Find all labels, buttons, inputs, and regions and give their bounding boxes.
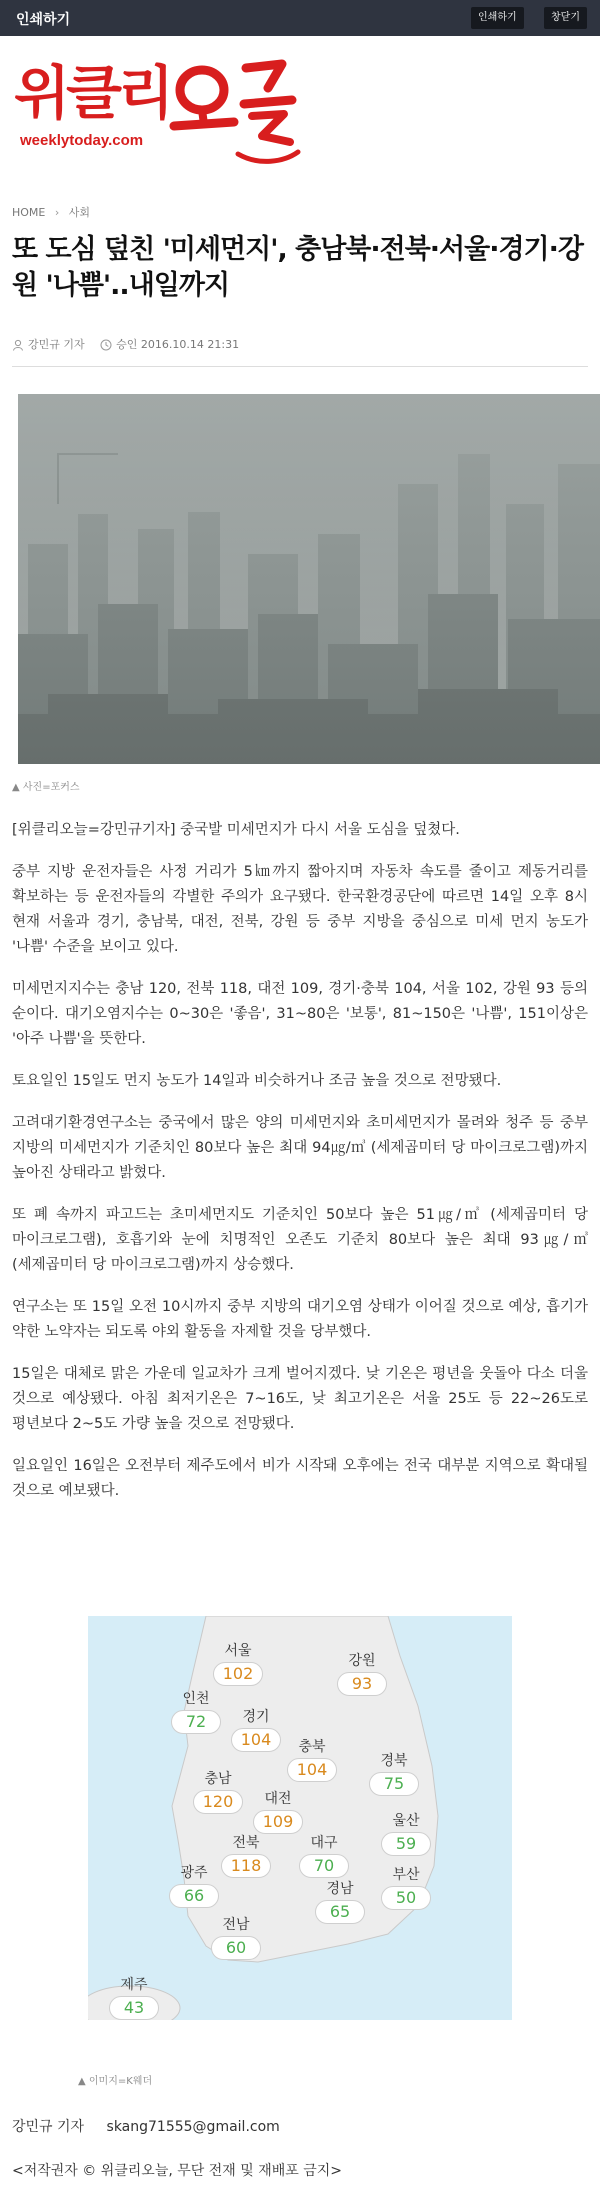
print-button[interactable]: 인쇄하기 [471, 7, 524, 29]
author-name: 강민규 기자 [28, 338, 85, 351]
station-name: 제주 [120, 1977, 148, 1993]
clock-icon [100, 339, 112, 351]
station-daegu [294, 1834, 354, 1878]
site-logo[interactable] [14, 44, 304, 174]
body-paragraph: 일요일인 16일은 오전부터 제주도에서 비가 시작돼 오후에는 전국 대부분 지역으로 확대될 것으로 예보됐다. [12, 1458, 588, 1499]
photo-caption-text: 사진=포커스 [22, 782, 80, 793]
station-name: 부산 [392, 1867, 420, 1883]
station-name: 서울 [224, 1643, 252, 1659]
station-name: 경남 [326, 1881, 354, 1897]
breadcrumb-home[interactable]: HOME [12, 205, 46, 219]
station-name: 인천 [182, 1691, 210, 1707]
station-name: 전남 [222, 1917, 250, 1933]
article-meta [12, 336, 251, 352]
station-value: 75 [369, 1772, 419, 1796]
byline [12, 2116, 280, 2136]
station-ulsan [376, 1812, 436, 1856]
station-value: 50 [381, 1886, 431, 1910]
breadcrumb-section[interactable]: 사회 [68, 206, 91, 219]
article-headline: 또 도심 덮친 '미세먼지', 충남북·전북·서울·경기·강원 '나쁨'..내일까지 [12, 234, 583, 301]
smog-city-photo [18, 394, 600, 764]
close-window-button[interactable]: 창닫기 [544, 7, 587, 29]
body-paragraph: 중부 지방 운전자들은 사정 거리가 5㎞까지 짧아지며 자동차 속도를 줄이고 제동거리를 확보하는 등 운전자들의 각별한 주의가 요구됐다. 한국환경공단에 따르면 14일 오후 8시 현재 서울과 경기, 충남북, 대전, 전북, 강원 등 중부 지방을 중심으로 미세 먼지 농도가 '나쁨' 수준을 보이고 있다. [12, 864, 588, 955]
meta-divider [12, 366, 588, 367]
copyright-notice: <저작권자 © 위클리오늘, 무단 전재 및 재배포 금지> [12, 2163, 343, 2179]
top-bar [0, 0, 600, 36]
station-value: 93 [337, 1672, 387, 1696]
station-value: 60 [211, 1936, 261, 1960]
station-daejeon [248, 1790, 308, 1834]
station-name: 경기 [242, 1709, 270, 1725]
station-name: 대전 [264, 1791, 292, 1807]
topbar-title: 인쇄하기 [16, 12, 71, 28]
byline-email[interactable]: skang71555@gmail.com [106, 2119, 280, 2135]
station-jeonnam [206, 1916, 266, 1960]
body-paragraph: 미세먼지지수는 충남 120, 전북 118, 대전 109, 경기·충북 104, 서울 102, 강원 93 등의 순이다. 대기오염지수는 0~30은 '좋음', 31~80은 '보통', 81~150은 '나쁨', 151이상은 '아주 나쁨'을 뜻한다. [12, 981, 588, 1047]
station-value: 109 [253, 1810, 303, 1834]
map-caption-text: 이미지=K웨더 [88, 2076, 153, 2087]
breadcrumb [12, 204, 90, 220]
station-busan [376, 1866, 436, 1910]
fine-dust-map [88, 1616, 512, 2020]
station-gyeongnam [310, 1880, 370, 1924]
user-icon [12, 339, 24, 351]
station-chungnam [188, 1770, 248, 1814]
station-seoul [208, 1642, 268, 1686]
station-value: 43 [109, 1996, 159, 2020]
station-value: 104 [287, 1758, 337, 1782]
station-value: 118 [221, 1854, 271, 1878]
body-paragraph: [위클리오늘=강민규기자] 중국발 미세먼지가 다시 서울 도심을 덮쳤다. [12, 822, 460, 838]
station-name: 전북 [232, 1835, 260, 1851]
approved-meta [100, 336, 239, 352]
station-gwangju [164, 1864, 224, 1908]
article-photo [18, 394, 600, 764]
station-gyeongbuk [364, 1752, 424, 1796]
station-value: 102 [213, 1662, 263, 1686]
station-gyeonggi [226, 1708, 286, 1752]
body-paragraph: 토요일인 15일도 먼지 농도가 14일과 비슷하거나 조금 높을 것으로 전망됐다. [12, 1073, 502, 1089]
station-jeonbuk [216, 1834, 276, 1878]
station-incheon [166, 1690, 226, 1734]
station-name: 경북 [380, 1753, 408, 1769]
station-gangwon [332, 1652, 392, 1696]
byline-author: 강민규 기자 [12, 2119, 85, 2135]
station-value: 66 [169, 1884, 219, 1908]
body-paragraph: 15일은 대체로 맑은 가운데 일교차가 크게 벌어지겠다. 낮 기온은 평년을 웃돌아 다소 더울 것으로 예상됐다. 아침 최저기온은 7~16도, 낮 최고기온은 서울 25도 등 22~26도로 평년보다 2~5도 가량 높을 것으로 전망됐다. [12, 1366, 588, 1432]
body-paragraph: 연구소는 또 15일 오전 10시까지 중부 지방의 대기오염 상태가 이어질 것으로 예상, 흡기가 약한 노약자는 되도록 야외 활동을 자제할 것을 당부했다. [12, 1299, 588, 1340]
station-value: 120 [193, 1790, 243, 1814]
station-value: 65 [315, 1900, 365, 1924]
station-chungbuk [282, 1738, 342, 1782]
station-value: 72 [171, 1710, 221, 1734]
body-paragraph: 또 폐 속까지 파고드는 초미세먼지도 기준치인 50보다 높은 51㎍/㎥ (세제곱미터 당 마이크로그램), 호흡기와 눈에 치명적인 오존도 기준치 80보다 높은 최대 93㎍/㎥ (세제곱미터 당 마이크로그램)까지 상승했다. [12, 1207, 588, 1273]
author-meta [12, 336, 85, 352]
station-name: 충북 [298, 1739, 326, 1755]
body-paragraph: 고려대기환경연구소는 중국에서 많은 양의 미세먼지와 초미세먼지가 몰려와 청주 등 중부 지방의 미세먼지가 기준치인 80보다 높은 최대 94㎍/㎥ (세제곱미터 당 마이크로그램)까지 높아진 상태라고 밝혔다. [12, 1115, 588, 1181]
logo-text: 위클리 [14, 59, 171, 127]
station-name: 강원 [348, 1653, 376, 1669]
logo-url: weeklytoday.com [20, 132, 144, 149]
station-jeju [104, 1976, 164, 2020]
photo-caption: ▲ 사진=포커스 [12, 782, 80, 793]
approved-date: 승인 2016.10.14 21:31 [116, 338, 240, 351]
logo-script-mark [164, 44, 304, 174]
station-value: 70 [299, 1854, 349, 1878]
article-body [12, 818, 588, 1521]
station-value: 59 [381, 1832, 431, 1856]
station-name: 광주 [180, 1865, 208, 1881]
station-value: 104 [231, 1728, 281, 1752]
station-name: 울산 [392, 1813, 420, 1829]
chevron-right-icon: › [54, 205, 60, 219]
map-caption: ▲ 이미지=K웨더 [78, 2076, 153, 2087]
station-name: 대구 [310, 1835, 338, 1851]
station-name: 충남 [204, 1771, 232, 1787]
